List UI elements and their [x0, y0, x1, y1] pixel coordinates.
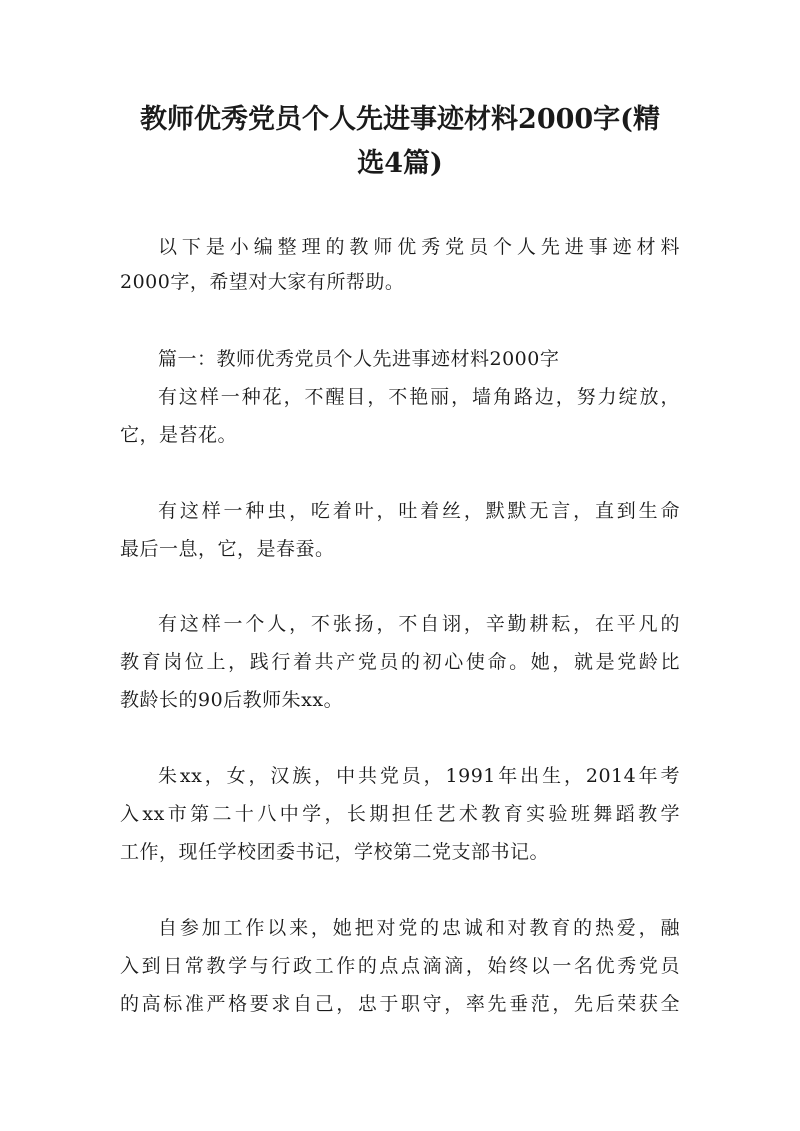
body-line: 的高标准严格要求自己，忠于职守，率先垂范，先后荣获全: [120, 993, 680, 1015]
body-line: 入到日常教学与行政工作的点点滴滴，始终以一名优秀党员: [120, 955, 680, 977]
body-line: 朱xx，女，汉族，中共党员，1991年出生，2014年考: [158, 765, 680, 787]
body-line: 有这样一种虫，吃着叶，吐着丝，默默无言，直到生命: [158, 500, 680, 522]
section-heading: 篇一：教师优秀党员个人先进事迹材料2000字: [158, 348, 560, 370]
title-line-1: 教师优秀党员个人先进事迹材料2000字(精: [140, 104, 660, 135]
body-line: 它，是苔花。: [120, 424, 238, 446]
body-line: 有这样一个人，不张扬，不自诩，辛勤耕耘，在平凡的: [158, 613, 680, 635]
title-line-2: 选4篇): [357, 148, 443, 179]
body-line: 工作，现任学校团委书记，学校第二党支部书记。: [120, 841, 550, 863]
document-title: [110, 98, 690, 186]
body-line: 以下是小编整理的教师优秀党员个人先进事迹材料: [158, 236, 680, 258]
body-line: 入xx市第二十八中学，长期担任艺术教育实验班舞蹈教学: [120, 803, 680, 825]
body-line: 教育岗位上，践行着共产党员的初心使命。她，就是党龄比: [120, 651, 680, 673]
body-line: 2000字，希望对大家有所帮助。: [120, 271, 405, 293]
body-line: 有这样一种花，不醒目，不艳丽，墙角路边，努力绽放，: [158, 386, 680, 408]
body-line: 最后一息，它，是春蚕。: [120, 538, 335, 560]
body-line: 自参加工作以来，她把对党的忠诚和对教育的热爱，融: [158, 917, 680, 939]
body-line: 教龄长的90后教师朱xx。: [120, 689, 344, 711]
